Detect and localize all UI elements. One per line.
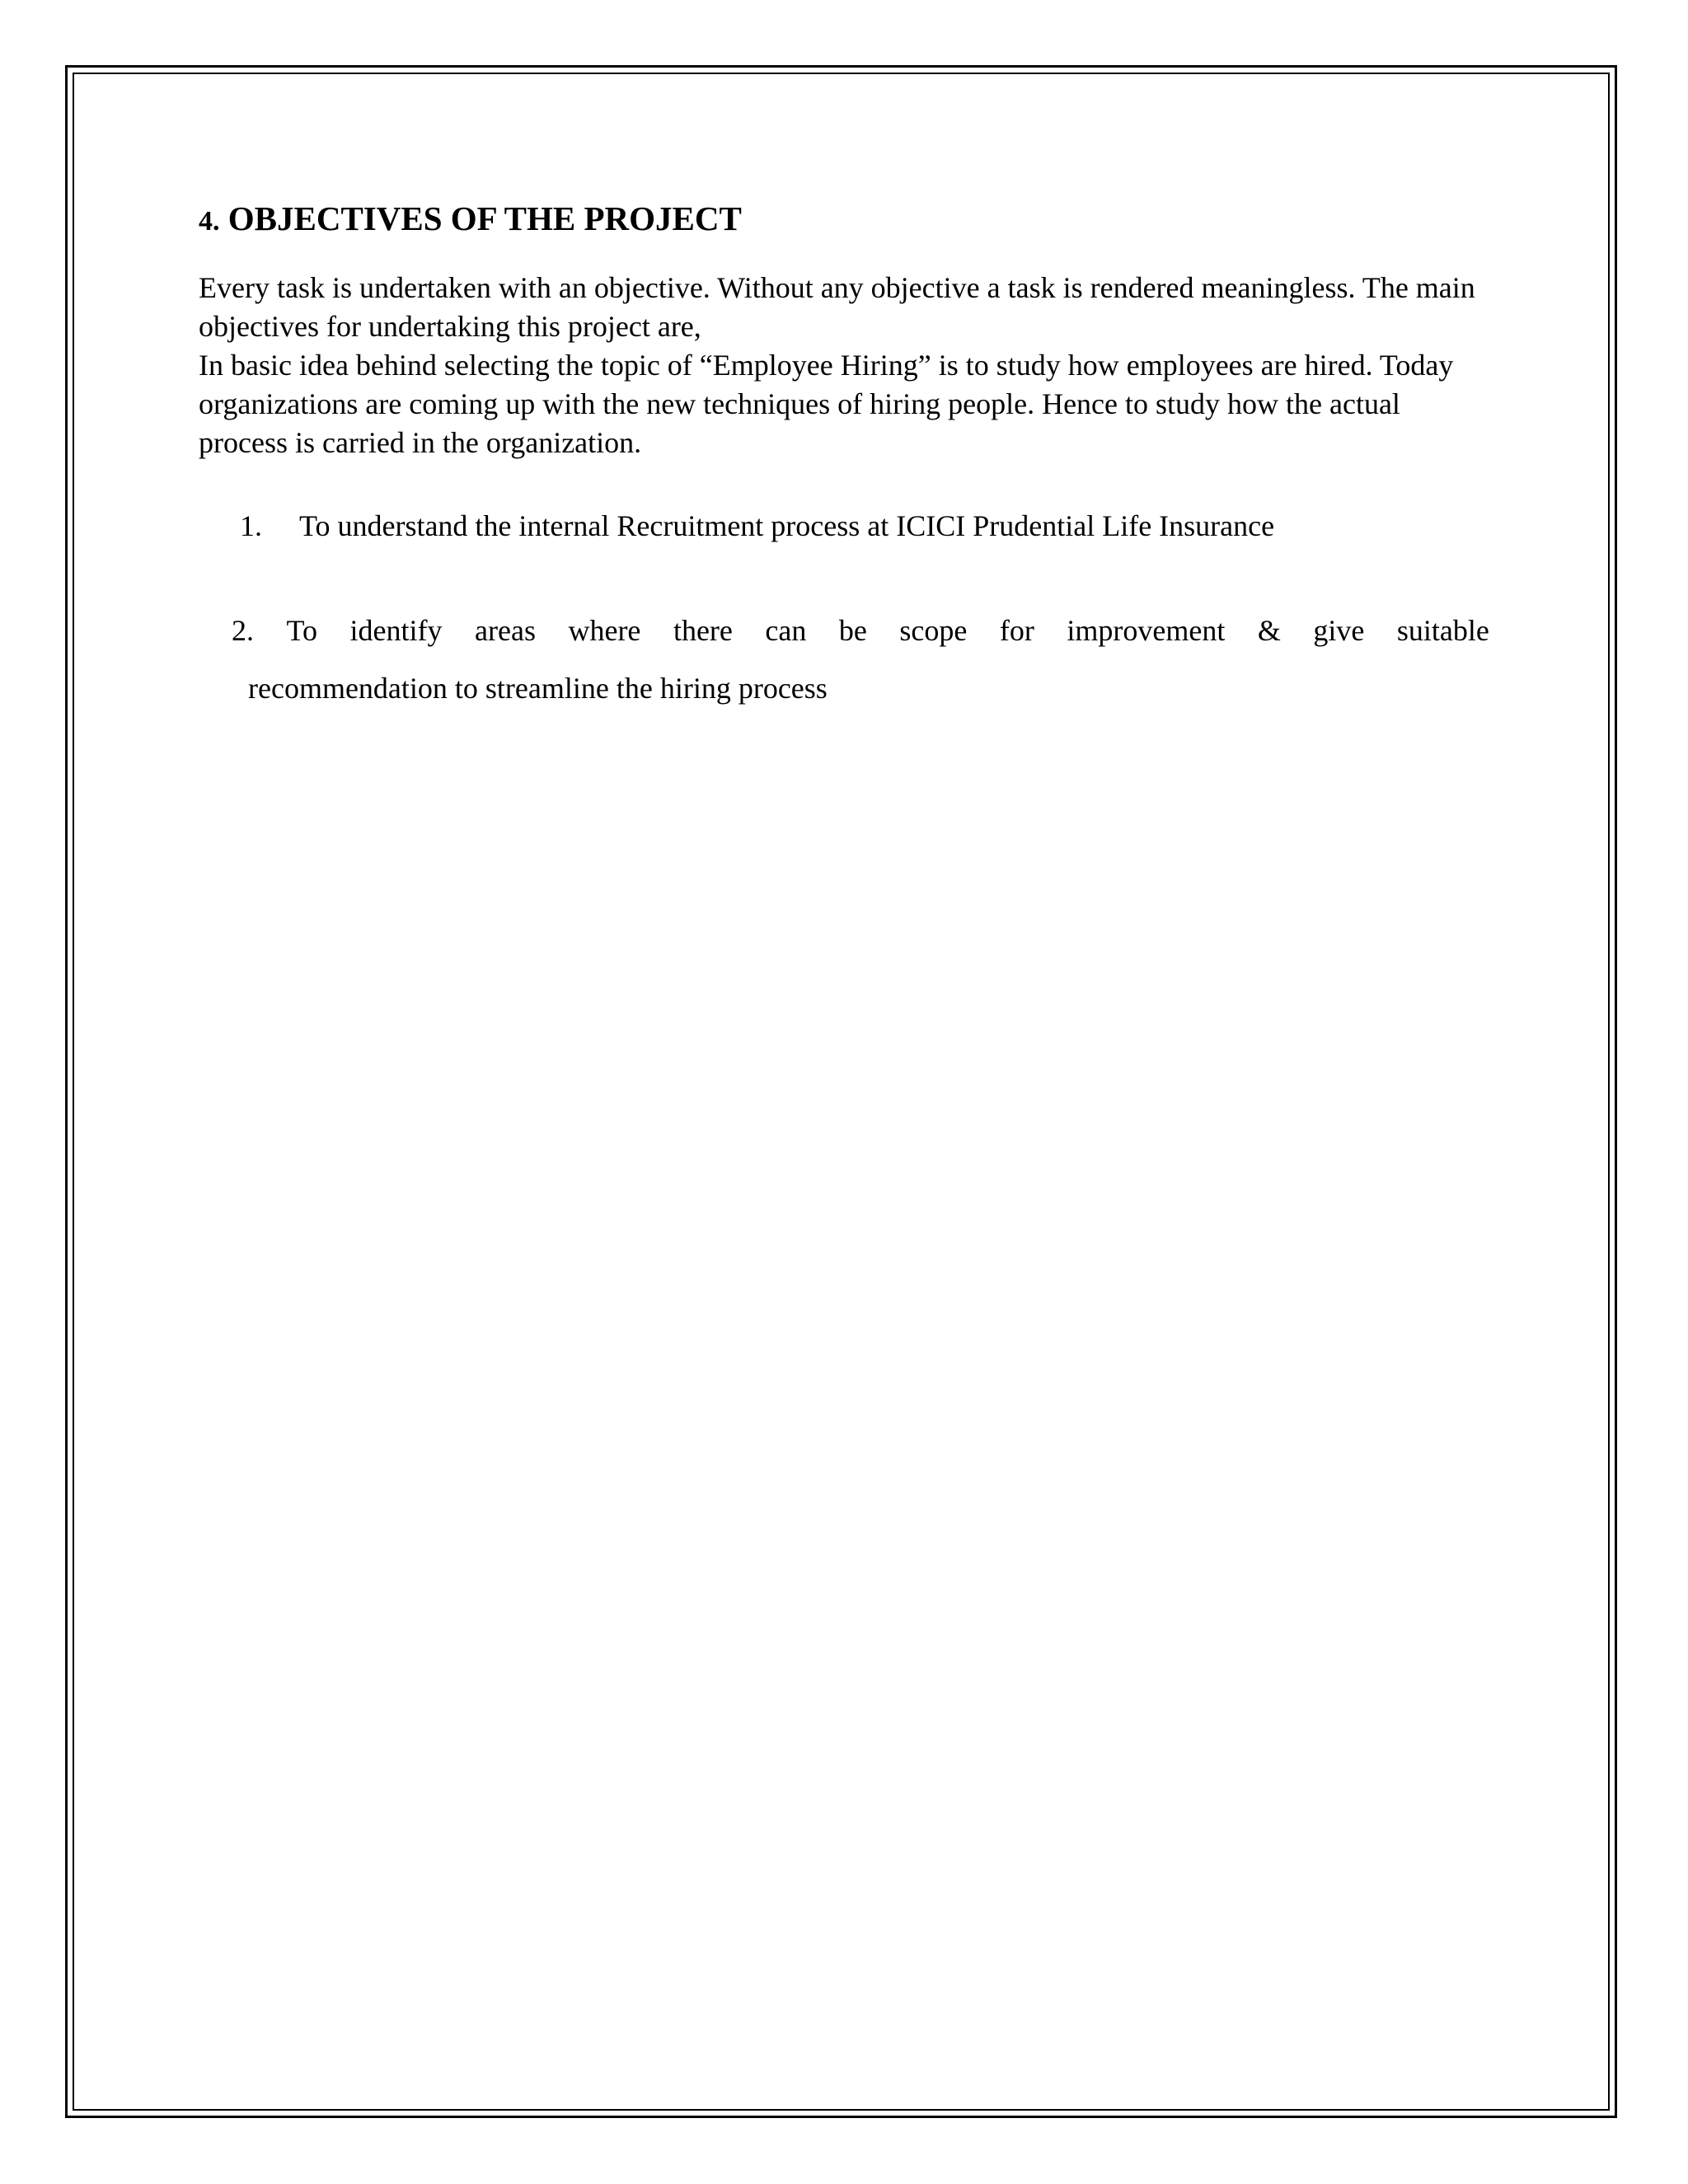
objective-2-word: & bbox=[1257, 614, 1281, 647]
objective-item-2 bbox=[232, 602, 1489, 717]
document-content bbox=[199, 198, 1489, 705]
objective-2-first-line bbox=[232, 602, 1489, 659]
section-heading bbox=[199, 198, 1489, 242]
objective-text-1: To understand the internal Recruitment process at ICICI Prudential Life Insurance bbox=[299, 509, 1275, 542]
objective-2-word: To bbox=[286, 614, 317, 647]
objective-2-word: where bbox=[568, 614, 641, 647]
objective-2-continuation: recommendation to streamline the hiring process bbox=[248, 672, 828, 705]
intro-paragraph-1: Every task is undertaken with an objective. Without any objective a task is rendered meaningless. The main objectives for undertaking this project are, bbox=[199, 271, 1475, 343]
objective-2-word: improvement bbox=[1067, 614, 1226, 647]
objective-2-word: for bbox=[999, 614, 1034, 647]
objective-marker-1: 1. bbox=[240, 509, 262, 542]
section-number: 4. bbox=[199, 206, 220, 237]
intro-text bbox=[199, 269, 1489, 462]
objective-2-word: give bbox=[1313, 614, 1365, 647]
section-title: OBJECTIVES OF THE PROJECT bbox=[227, 199, 742, 237]
objective-item-1 bbox=[240, 507, 1517, 546]
objective-2-word: identify bbox=[349, 614, 443, 647]
intro-paragraph-2: In basic idea behind selecting the topic of “Employee Hiring” is to study how employees are hired. Today organizations are coming up with the new techniques of hiring people. Hence to study how the actual process is carried in the organization. bbox=[199, 349, 1454, 459]
objective-2-word: suitable bbox=[1396, 614, 1489, 647]
objective-2-word: areas bbox=[475, 614, 536, 647]
objective-2-word: can bbox=[765, 614, 807, 647]
objective-2-word: there bbox=[673, 614, 733, 647]
objective-2-marker-token: 2. bbox=[232, 614, 254, 647]
objective-2-word: be bbox=[838, 614, 867, 647]
objective-2-word: scope bbox=[899, 614, 968, 647]
